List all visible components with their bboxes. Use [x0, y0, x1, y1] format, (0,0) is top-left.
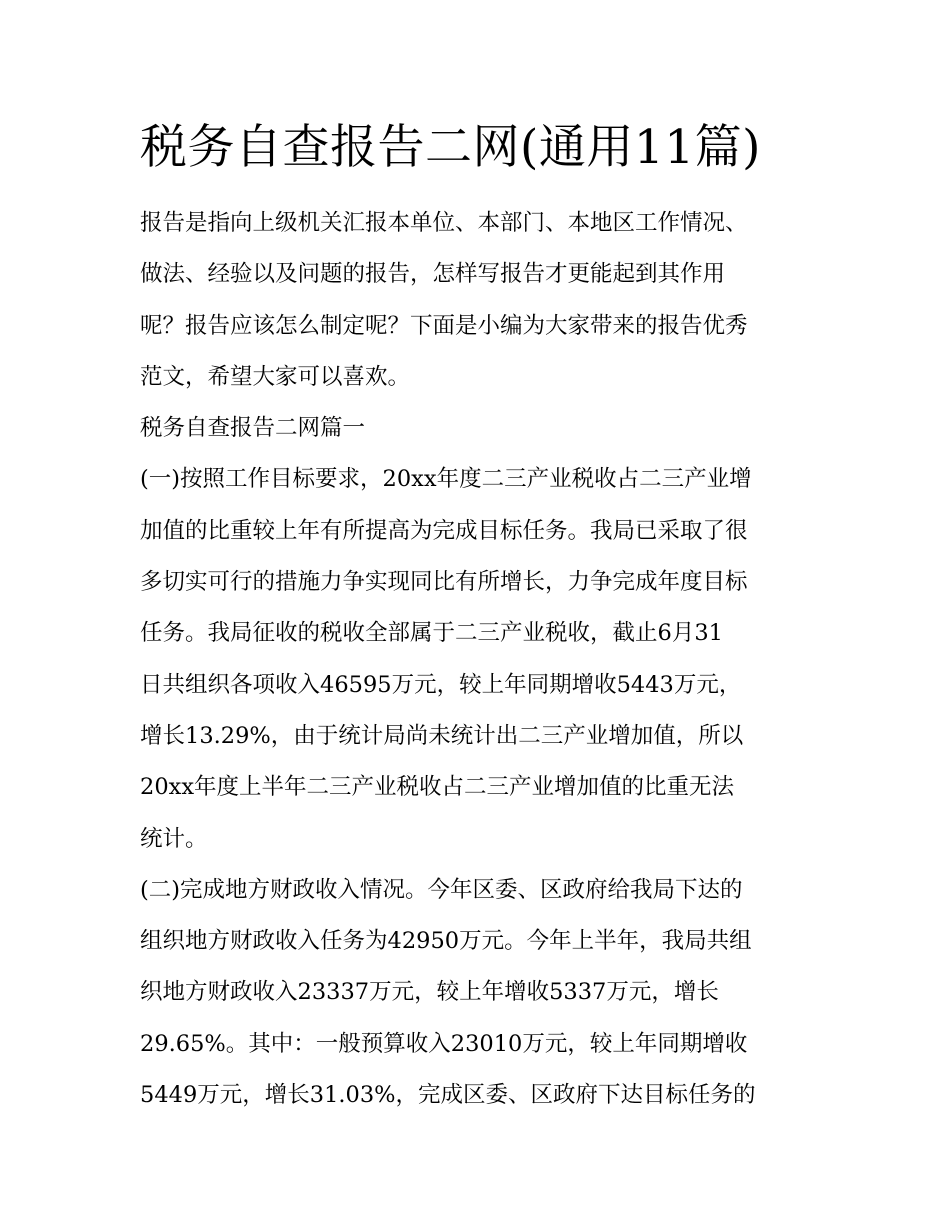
text-line: (一)按照工作目标要求，20xx年度二三产业税收占二三产业增: [140, 466, 752, 493]
text-line: 范文，希望大家可以喜欢。: [140, 363, 411, 390]
text-line: 多切实可行的措施力争实现同比有所增长，力争完成年度目标: [140, 569, 748, 596]
text-line: 做法、经验以及问题的报告，怎样写报告才更能起到其作用: [140, 261, 726, 288]
text-line: 任务。我局征收的税收全部属于二三产业税收，截止6月31: [140, 620, 723, 647]
section-two-paragraph: [140, 865, 820, 1121]
text-line: (二)完成地方财政收入情况。今年区委、区政府给我局下达的: [140, 876, 743, 903]
text-line: 统计。: [140, 825, 208, 852]
document-title: 税务自查报告二网(通用11篇): [140, 120, 761, 175]
section-one-paragraph: [140, 454, 820, 864]
text-line: 组织地方财政收入任务为42950万元。今年上半年，我局共组: [140, 928, 752, 955]
text-line: 日共组织各项收入46595万元，较上年同期增收5443万元，: [140, 671, 742, 698]
text-line: 呢？报告应该怎么制定呢？下面是小编为大家带来的报告优秀: [140, 312, 748, 339]
text-line: 29.65%。其中：一般预算收入23010万元，较上年同期增收: [140, 1030, 748, 1057]
text-line: 织地方财政收入23337万元，较上年增收5337万元，增长: [140, 979, 719, 1006]
intro-paragraph: [140, 198, 820, 403]
text-line: 报告是指向上级机关汇报本单位、本部门、本地区工作情况、: [140, 210, 748, 236]
text-line: 20xx年度上半年二三产业税收占二三产业增加值的比重无法: [140, 774, 735, 801]
text-line: 税务自查报告二网篇一: [140, 415, 366, 442]
section-heading: [140, 403, 820, 454]
document-body: [140, 198, 820, 1121]
text-line: 5449万元，增长31.03%，完成区委、区政府下达目标任务的: [140, 1082, 756, 1109]
text-line: 加值的比重较上年有所提高为完成目标任务。我局已采取了很: [140, 517, 748, 544]
text-line: 增长13.29%，由于统计局尚未统计出二三产业增加值，所以: [140, 722, 744, 749]
